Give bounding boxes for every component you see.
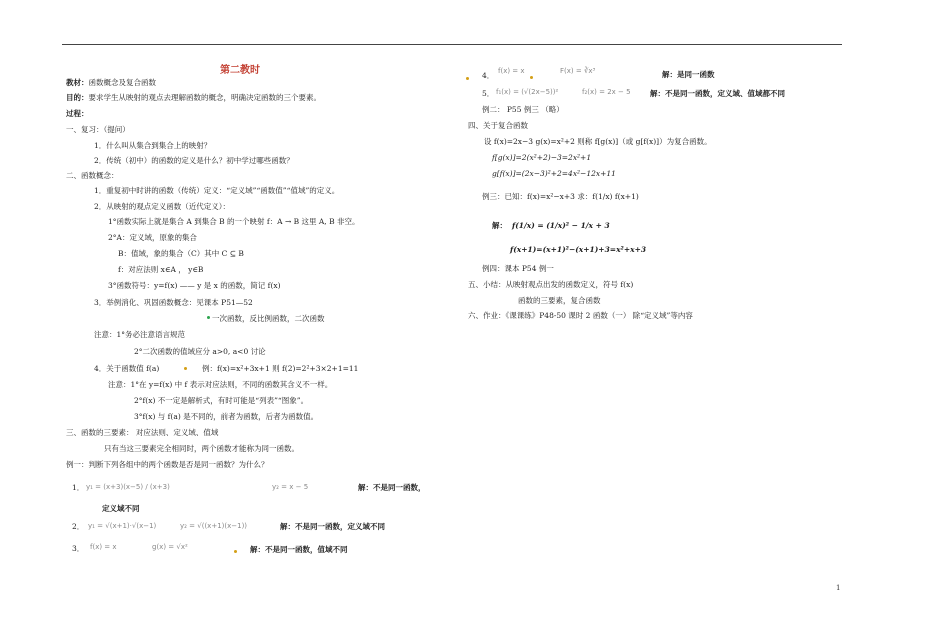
ex1-item-2-number: 2．	[72, 522, 85, 531]
concept-2-4: f：对应法则 x∈A ， y∈B	[118, 265, 204, 274]
review-q2: 2．传统（初中）的函数的定义是什么？初中学过哪些函数？	[94, 156, 294, 165]
ex1-item-1-formula-b: y₂ = x − 5	[272, 483, 309, 491]
summary: 五、小结：从映射观点出发的函数定义，符号 f(x)	[468, 280, 634, 289]
ex1-item-4-formula-a: f(x) = x	[498, 67, 525, 75]
ex1-item-2-answer: 解：不是同一函数，定义域不同	[280, 522, 385, 531]
concept-heading: 二、函数概念：	[66, 171, 119, 180]
material-label: 教材：	[66, 78, 89, 87]
margin-dot	[207, 316, 210, 319]
goal-text: 要求学生从映射的观点去理解函数的概念，明确决定函数的三个要素。	[88, 93, 321, 102]
concept-4-1: 注意：1°在 y=f(x) 中 f 表示对应法则，不同的函数其含义不一样。	[108, 380, 333, 389]
ex1-item-3-formula-a: f(x) = x	[90, 543, 117, 551]
process-label: 过程：	[66, 109, 89, 118]
ex1-item-1-answer: 解：不是同一函数，	[358, 483, 426, 492]
homework: 六、作业：《课课练》P48-50 课时 2 函数（一） 除“定义域”等内容	[468, 311, 693, 320]
material-text: 函数概念及复合函数	[88, 78, 156, 87]
header-rule	[62, 44, 842, 45]
concept-2-1: 1°函数实际上就是集合 A 到集合 B 的一个映射 f：A → B 这里 A, B 非空。	[108, 217, 360, 226]
concept-3: 3．举例消化、巩固函数概念：见课本 P51—52	[94, 298, 253, 307]
ex1-item-1-number: 1．	[72, 483, 85, 492]
composite-definition: 设 f(x)=2x−3 g(x)=x²+2 则称 f[g(x)]（或 g[f(x)]）为复合函数。	[484, 137, 712, 146]
solution-2: f(x+1)=(x+1)²−(x+1)+3=x²+x+3	[510, 245, 647, 254]
margin-dot	[466, 77, 469, 80]
ex1-item-5-formula-a: f₁(x) = (√(2x−5))²	[496, 88, 559, 96]
concept-4-3: 3°f(x) 与 f(a) 是不同的，前者为函数，后者为函数值。	[134, 412, 319, 421]
concept-4-example: 例：f(x)=x²+3x+1 则 f(2)=2²+3×2+1=11	[202, 364, 359, 373]
ex1-item-4-number: 4．	[482, 71, 495, 80]
goal-label: 目的：	[66, 93, 89, 102]
solution-label: 解：	[492, 221, 507, 230]
example-1: 例一：判断下列各组中的两个函数是否是同一函数？为什么？	[66, 460, 269, 469]
concept-3-3: 2°二次函数的值域应分 a>0, a<0 讨论	[134, 347, 266, 356]
ex1-item-5-formula-b: f₂(x) = 2x − 5	[582, 88, 631, 96]
concept-2-2: 2°A：定义域，原象的集合	[108, 233, 197, 242]
page-number: 1	[836, 584, 841, 592]
composite-1: f[g(x)]=2(x²+2)−3=2x²+1	[492, 153, 592, 162]
ex1-item-1-answer-cont: 定义域不同	[102, 504, 140, 513]
concept-2: 2．从映射的观点定义函数（近代定义）：	[94, 202, 231, 211]
ex1-item-4-answer: 解：是同一函数	[662, 70, 715, 79]
goal-line	[66, 94, 321, 102]
concept-2-3: B：值域，象的集合（C）其中 C ⊆ B	[118, 249, 244, 258]
three-elements: 三、函数的三要素： 对应法则、定义域、值域	[66, 428, 219, 437]
concept-2-5: 3°函数符号：y=f(x) —— y 是 x 的函数，简记 f(x)	[108, 281, 281, 290]
ex1-item-2-formula-b: y₂ = √((x+1)(x−1))	[180, 522, 248, 530]
ex1-item-3-formula-b: g(x) = √x²	[152, 543, 188, 551]
three-elements-note: 只有当这三要素完全相同时，两个函数才能称为同一函数。	[104, 444, 299, 453]
page-title: 第二教时	[220, 65, 260, 76]
example-4: 例四：课本 P54 例一	[482, 264, 554, 273]
composite-heading: 四、关于复合函数	[468, 121, 528, 130]
ex1-item-1-formula-a: y₁ = (x+3)(x−5) / (x+3)	[86, 483, 170, 491]
margin-dot	[184, 367, 187, 370]
concept-4: 4．关于函数值 f(a)	[94, 364, 160, 373]
ex1-item-2-formula-a: y₁ = √(x+1)·√(x−1)	[88, 522, 157, 530]
concept-1: 1．重复初中时讲的函数（传统）定义：“定义域”“函数值”“值域”的定义。	[94, 186, 340, 195]
ex1-item-4-formula-b: F(x) = ∛x³	[560, 67, 596, 75]
margin-dot	[234, 550, 237, 553]
ex1-item-5-answer: 解：不是同一函数，定义域、值域都不同	[650, 89, 785, 98]
review-q1: 1．什么叫从集合到集合上的映射？	[94, 141, 212, 150]
solution-1: f(1/x) = (1/x)² − 1/x + 3	[512, 221, 610, 230]
summary-cont: 函数的三要素，复合函数	[518, 296, 601, 305]
margin-dot	[530, 76, 533, 79]
concept-4-2: 2°f(x) 不一定是解析式，有时可能是“列表”“图象”。	[134, 396, 309, 405]
composite-2: g[f(x)]=(2x−3)²+2=4x²−12x+11	[492, 169, 616, 178]
example-2: 例二： P55 例三 （略）	[482, 105, 564, 114]
ex1-item-3-number: 3．	[72, 544, 85, 553]
concept-3-1: 一次函数，反比例函数，二次函数	[212, 314, 325, 323]
ex1-item-3-answer: 解：不是同一函数，值域不同	[250, 545, 348, 554]
review-heading: 一、复习：（提问）	[66, 125, 130, 134]
ex1-item-5-number: 5．	[482, 89, 495, 98]
example-3: 例三：已知：f(x)=x²−x+3 求：f(1/x) f(x+1)	[482, 192, 639, 201]
material-line	[66, 79, 156, 87]
concept-3-2: 注意：1°务必注意语言规范	[94, 330, 186, 339]
